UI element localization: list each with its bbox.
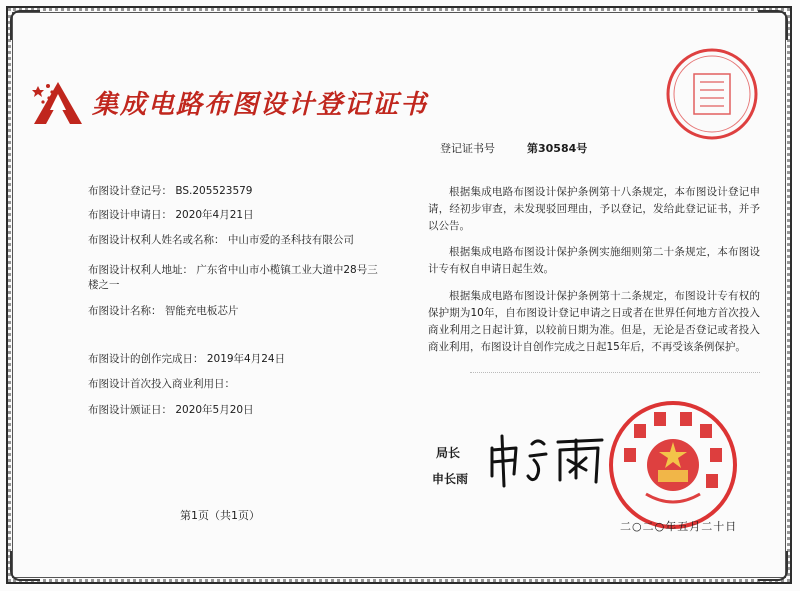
legal-paragraph-1: 根据集成电路布图设计保护条例第十八条规定，本布图设计登记申请，经初步审查，未发现驳回理由，予以登记，发给此登记证书，并予以公告。 — [428, 186, 760, 232]
divider — [470, 372, 760, 373]
director-title: 局长 — [436, 446, 461, 460]
creation-date: 布图设计的创作完成日： 2019年4月24日 — [88, 353, 286, 365]
page-number: 第1页（共1页） — [180, 509, 260, 522]
certificate-title: 集成电路布图设计登记证书 — [92, 90, 429, 120]
cnipa-logo-icon — [32, 80, 84, 126]
reg-no: 布图设计登记号： BS.205523579 — [88, 185, 253, 197]
first-use-date: 布图设计首次投入商业利用日： — [88, 378, 235, 390]
holder-address-label: 布图设计权利人地址： — [88, 264, 193, 276]
holder-address — [88, 263, 378, 293]
legal-paragraph-2: 根据集成电路布图设计保护条例实施细则第二十条规定，本布图设计专有权自申请日起生效。 — [428, 246, 760, 275]
corner-ornament — [10, 551, 40, 581]
corner-ornament — [758, 10, 788, 40]
corner-ornament — [758, 551, 788, 581]
handwritten-signature — [486, 430, 608, 490]
design-name: 布图设计名称： 智能充电板芯片 — [88, 305, 239, 317]
holder-name — [88, 233, 378, 248]
holder-name-label: 布图设计权利人姓名或名称： — [88, 234, 225, 246]
issue-date: 布图设计颁证日： 2020年5月20日 — [88, 404, 254, 416]
official-seal-stamp — [606, 398, 740, 532]
certificate-number — [440, 140, 587, 156]
holder-name-value: 中山市爱的圣科技有限公司 — [227, 234, 354, 246]
legal-paragraph-3: 根据集成电路布图设计保护条例第十二条规定，布图设计专有权的保护期为10年，自布图设计登记申请之日或者在世界任何地方首次投入商业利用之日起计算，以较前日期为准。但是，无论是否登记或者投入商业利用，布图设计自创作完成之日起15年后，不再受该条例保护。 — [428, 290, 760, 353]
small-seal-stamp — [664, 46, 760, 142]
corner-ornament — [10, 10, 40, 40]
director-name: 申长雨 — [432, 472, 469, 486]
issue-date-seal: 二○二○年五月二十日 — [620, 520, 738, 533]
apply-date: 布图设计申请日： 2020年4月21日 — [88, 209, 254, 221]
cert-no-label: 登记证书号 — [440, 142, 495, 155]
holder-address-value: 广东省中山市小榄镇工业大道中28号三楼之一 — [88, 264, 378, 291]
cert-no-value: 第30584号 — [527, 142, 588, 155]
